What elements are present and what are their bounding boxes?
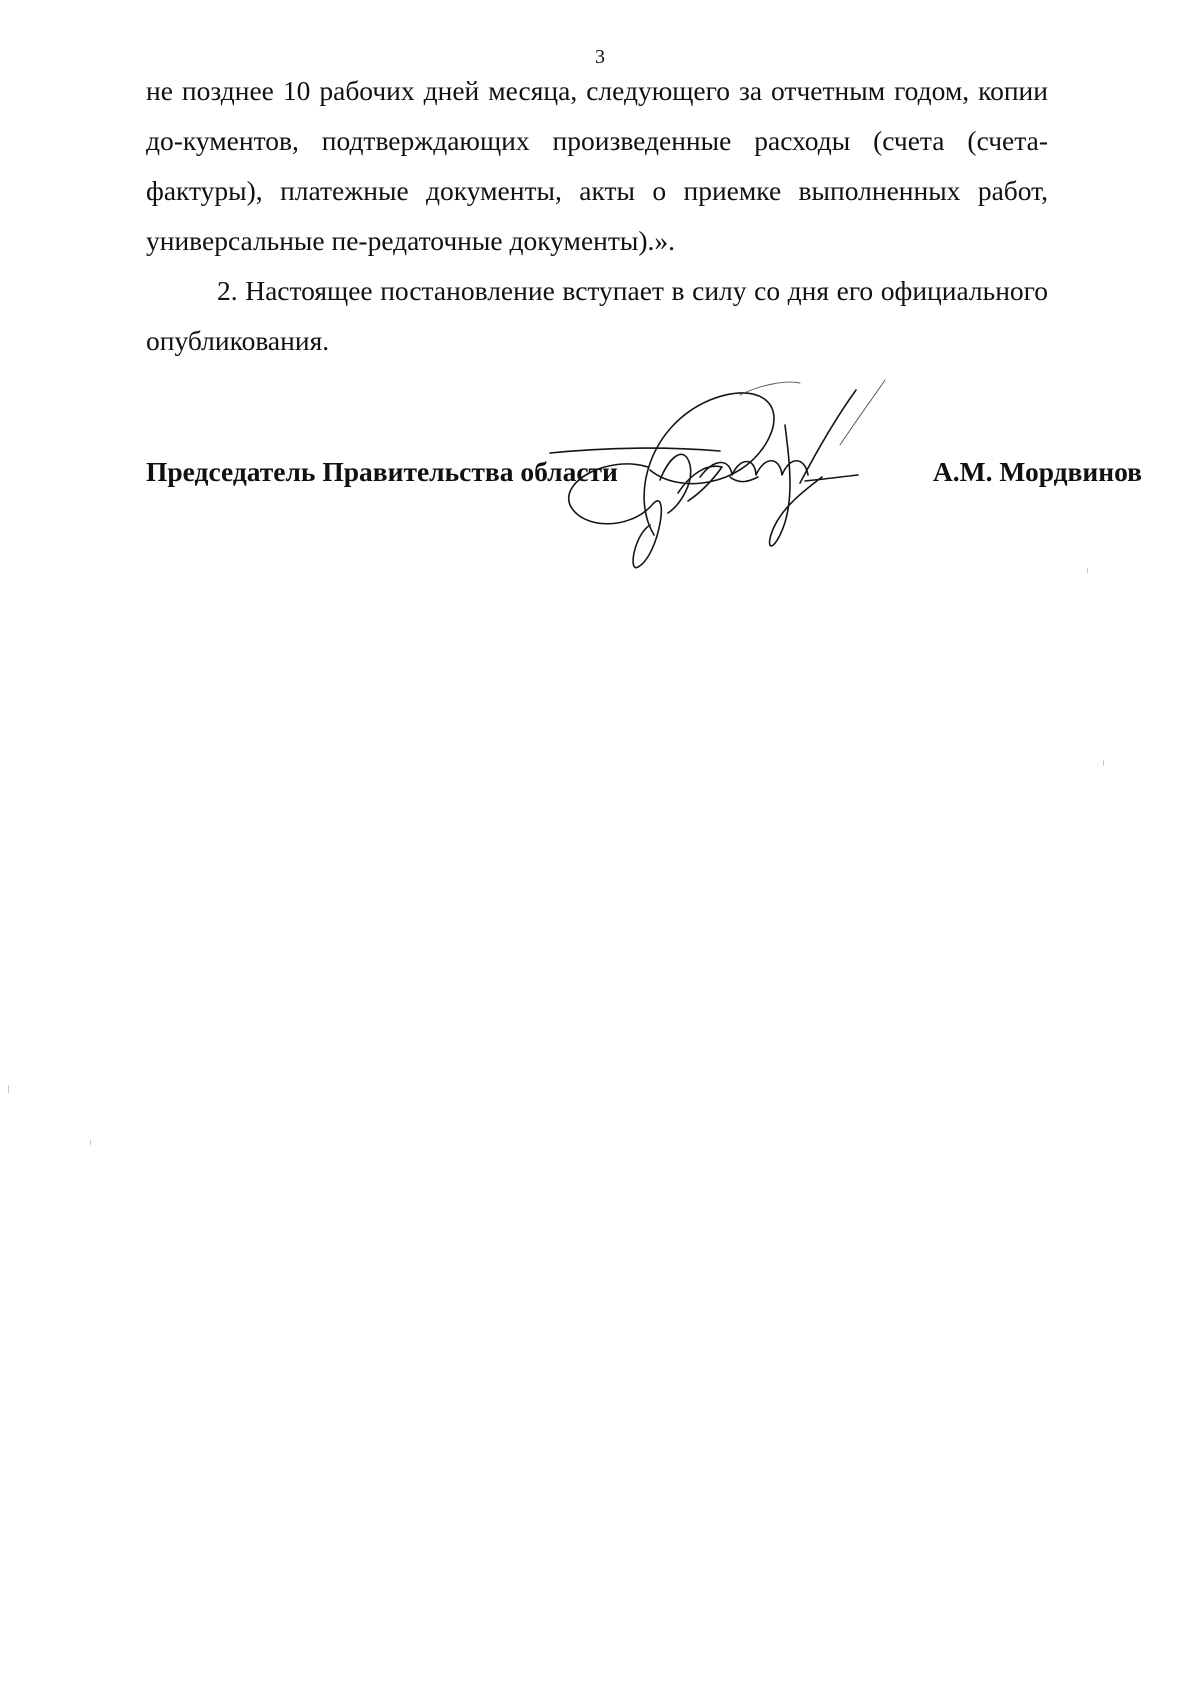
- signature-block: [146, 456, 1142, 496]
- scan-speck: [90, 1140, 91, 1145]
- scan-speck: [8, 1085, 9, 1093]
- signer-position: Председатель Правительства области: [146, 456, 618, 487]
- page-number: 3: [595, 46, 605, 68]
- signer-name: А.М. Мордвинов: [932, 456, 1142, 487]
- scan-speck: [1087, 568, 1088, 573]
- scan-speck: [1103, 760, 1104, 766]
- paragraph-continued: не позднее 10 рабочих дней месяца, следующего за отчетным годом, копии до-кументов, подтверждающих произведенные расходы (счета (счета-фактуры), платежные документы, акты о приемке выполненных работ, универсальные пе-редаточные документы).».: [146, 75, 1048, 256]
- paragraph-effective-date: 2. Настоящее постановление вступает в силу со дня его официального опубликования.: [146, 275, 1048, 356]
- document-body: [146, 66, 1048, 366]
